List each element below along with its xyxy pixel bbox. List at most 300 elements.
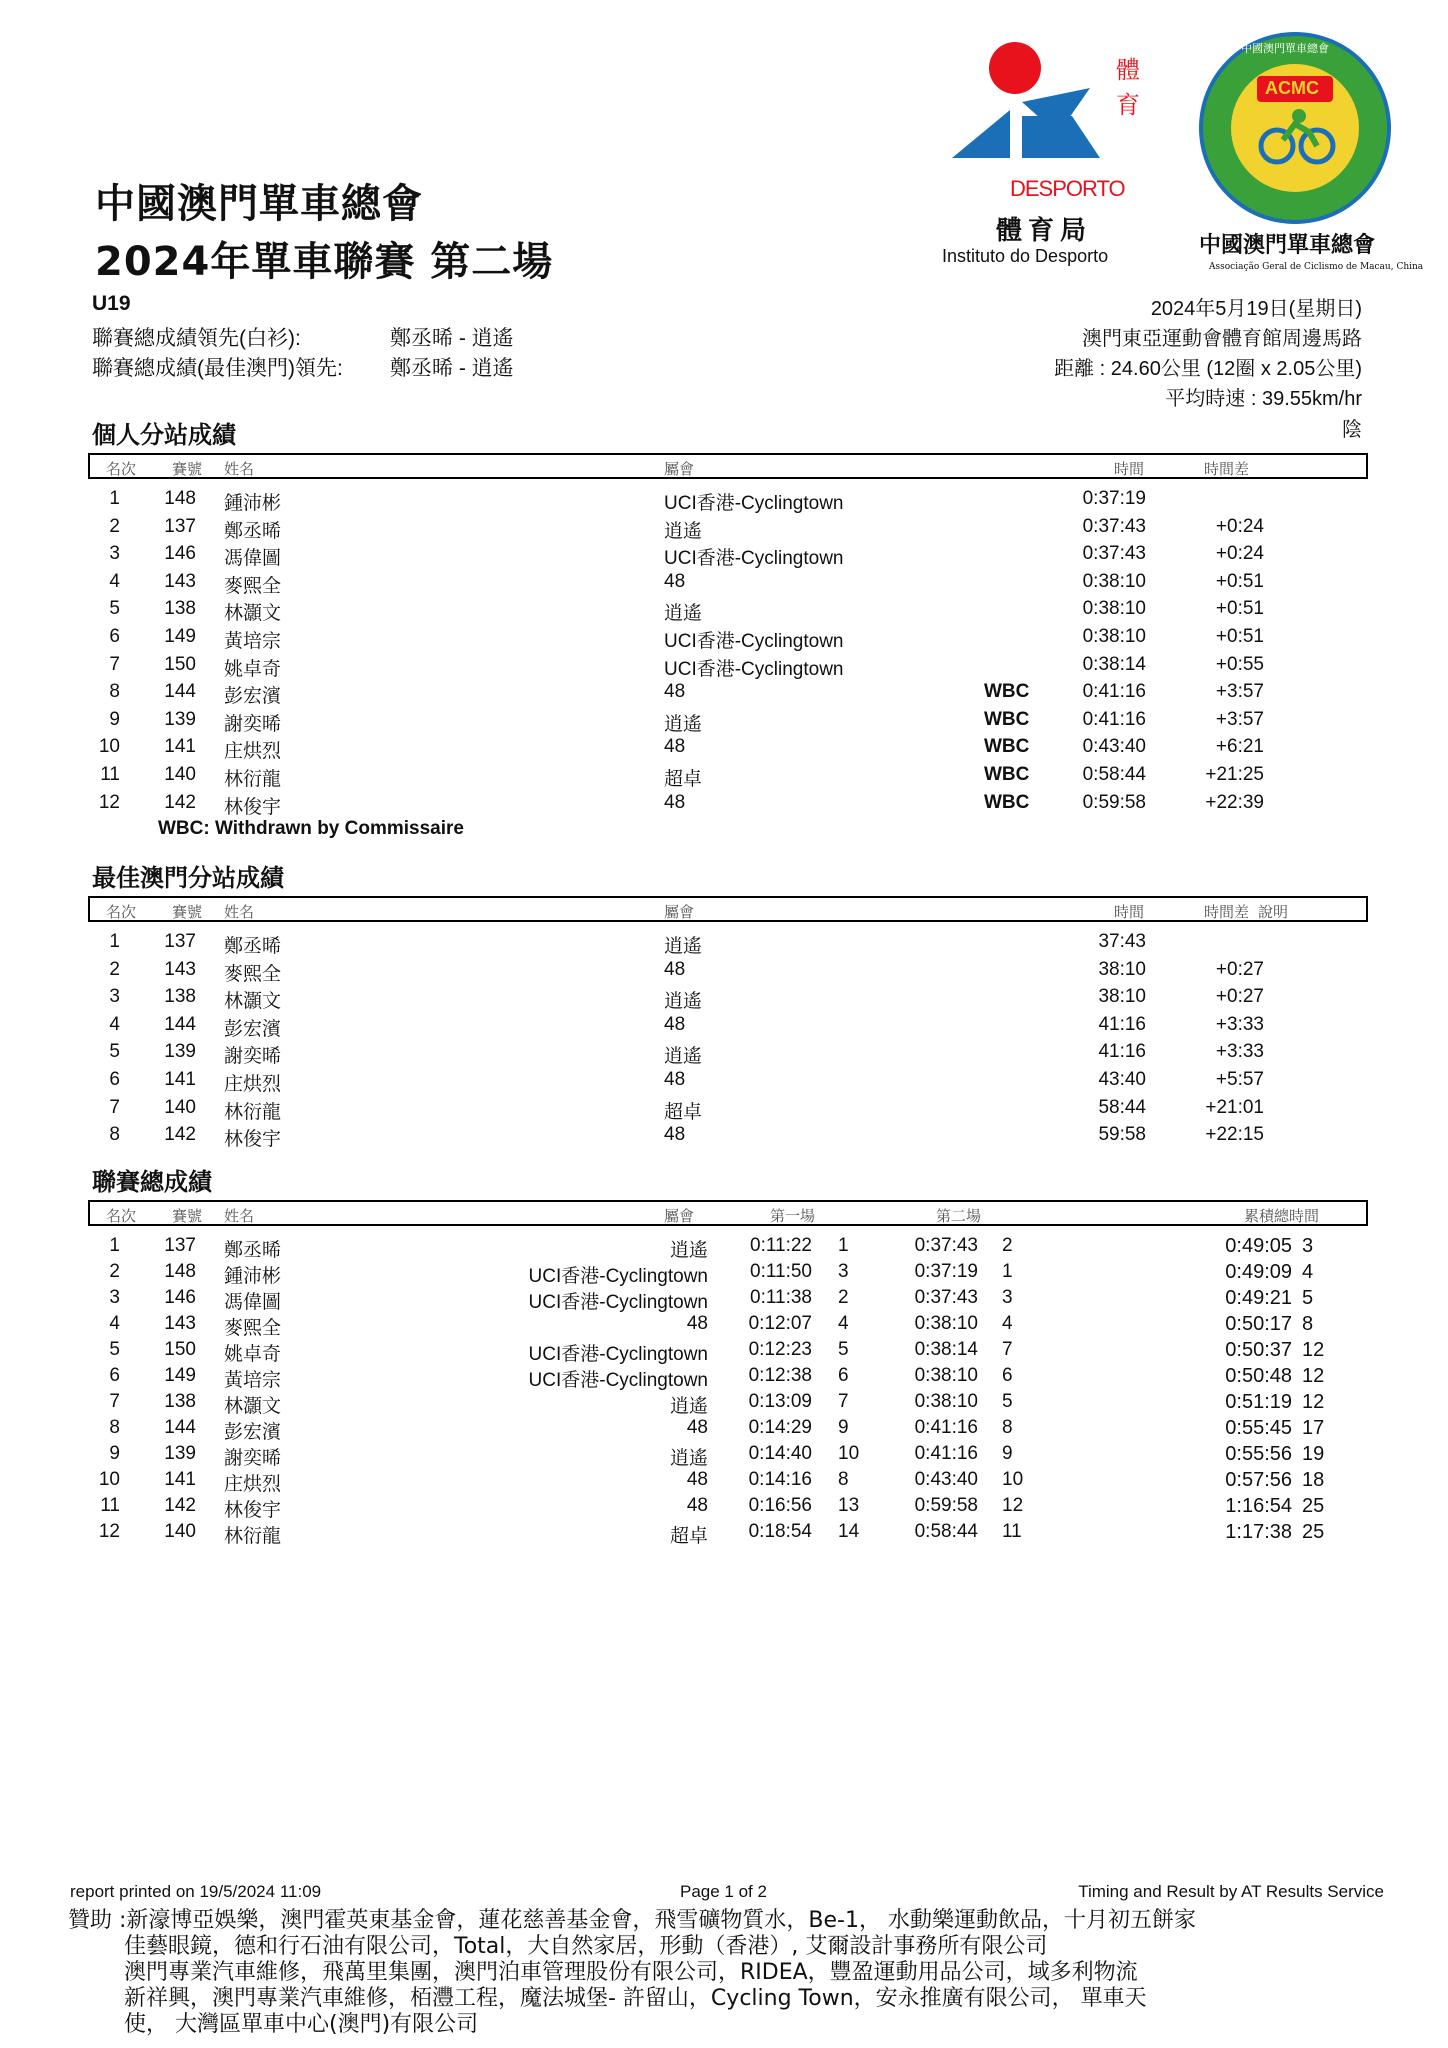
team-cell: UCI香港-Cyclingtown bbox=[664, 658, 844, 680]
race2-pos-cell: 3 bbox=[1002, 1287, 1013, 1308]
rank-cell: 7 bbox=[109, 653, 120, 675]
bib-cell: 149 bbox=[164, 1365, 196, 1386]
team-cell: UCI香港-Cyclingtown bbox=[664, 548, 844, 570]
team-cell: 逍遙 bbox=[669, 1396, 708, 1417]
race1-time-cell: 0:11:38 bbox=[750, 1287, 812, 1308]
total-time-cell: 1:17:38 bbox=[1225, 1521, 1292, 1543]
col-team: 屬會 bbox=[664, 1208, 695, 1225]
table-row bbox=[88, 734, 1368, 762]
rank-cell: 4 bbox=[109, 1013, 120, 1035]
printed-time: report printed on 19/5/2024 11:09 bbox=[70, 1882, 322, 1901]
time-cell: 41:16 bbox=[1098, 1041, 1146, 1063]
race1-time-cell: 0:12:23 bbox=[748, 1339, 812, 1360]
race2-time-cell: 0:43:40 bbox=[914, 1469, 978, 1490]
total-time-cell: 0:49:21 bbox=[1225, 1287, 1292, 1309]
rank-cell: 5 bbox=[109, 1339, 120, 1360]
col-time: 時間 bbox=[1114, 461, 1145, 478]
rank-cell: 5 bbox=[109, 1041, 120, 1063]
points-cell: 12 bbox=[1302, 1391, 1325, 1413]
total-time-cell: 0:55:45 bbox=[1225, 1417, 1292, 1439]
bib-cell: 138 bbox=[164, 598, 196, 620]
time-cell: 0:58:44 bbox=[1082, 763, 1146, 785]
name-cell: 庄烘烈 bbox=[224, 741, 282, 763]
col-remark: 說明 bbox=[1258, 904, 1289, 921]
col-rank: 名次 bbox=[106, 904, 137, 921]
team-cell: UCI香港-Cyclingtown bbox=[664, 630, 844, 652]
table-row bbox=[88, 1259, 1368, 1285]
points-cell: 12 bbox=[1302, 1339, 1325, 1361]
time-cell: 0:38:10 bbox=[1082, 625, 1146, 647]
team-cell: 48 bbox=[664, 681, 686, 703]
bib-cell: 138 bbox=[164, 1391, 196, 1412]
team-cell: 48 bbox=[664, 736, 686, 758]
gap-cell: +21:01 bbox=[1205, 1096, 1264, 1118]
acmc-ring-text: 中國澳門單車總會 bbox=[1241, 42, 1329, 55]
table-row bbox=[88, 541, 1368, 569]
name-cell: 林俊宇 bbox=[224, 1500, 282, 1521]
rank-cell: 10 bbox=[98, 736, 120, 758]
table-row bbox=[88, 957, 1368, 985]
gap-cell: +0:55 bbox=[1215, 653, 1264, 675]
rank-cell: 2 bbox=[109, 515, 120, 537]
rank-cell: 11 bbox=[100, 763, 120, 785]
name-cell: 麥熙全 bbox=[224, 963, 282, 985]
bib-cell: 142 bbox=[164, 1495, 196, 1516]
leader-macau-value: 鄭丞晞 - 逍遙 bbox=[390, 357, 514, 380]
rank-cell: 3 bbox=[109, 543, 120, 565]
team-cell: 逍遙 bbox=[664, 713, 703, 735]
name-cell: 林俊宇 bbox=[224, 1129, 282, 1151]
gap-cell: +0:51 bbox=[1215, 625, 1264, 647]
team-cell: 48 bbox=[664, 1013, 686, 1035]
total-time-cell: 0:50:37 bbox=[1225, 1339, 1292, 1361]
team-cell: 48 bbox=[664, 1124, 686, 1146]
name-cell: 姚卓奇 bbox=[224, 1344, 282, 1365]
total-time-cell: 0:50:17 bbox=[1225, 1313, 1292, 1335]
race2-pos-cell: 12 bbox=[1002, 1495, 1024, 1516]
category-label: U19 bbox=[92, 292, 131, 315]
team-cell: 逍遙 bbox=[664, 520, 703, 542]
race1-time-cell: 0:12:07 bbox=[748, 1313, 812, 1334]
race2-time-cell: 0:38:10 bbox=[914, 1365, 978, 1386]
section3-table bbox=[88, 1233, 1368, 1545]
table-row bbox=[88, 1039, 1368, 1067]
total-time-cell: 0:49:09 bbox=[1225, 1261, 1292, 1283]
team-cell: UCI香港-Cyclingtown bbox=[528, 1344, 708, 1365]
gap-cell: +0:27 bbox=[1215, 958, 1264, 980]
time-cell: 0:38:10 bbox=[1082, 570, 1146, 592]
table-row bbox=[88, 1095, 1368, 1123]
time-cell: 0:41:16 bbox=[1082, 681, 1146, 703]
team-cell: 逍遙 bbox=[669, 1448, 708, 1469]
rank-cell: 3 bbox=[109, 986, 120, 1008]
col-team: 屬會 bbox=[664, 904, 695, 921]
section1-header bbox=[88, 453, 1368, 479]
race2-pos-cell: 6 bbox=[1002, 1365, 1013, 1386]
acmc-pt: Associação Geral de Ciclismo de Macau, China bbox=[1209, 262, 1424, 272]
status-cell: WBC bbox=[984, 791, 1030, 813]
gap-cell: +3:57 bbox=[1215, 708, 1264, 730]
points-cell: 25 bbox=[1302, 1495, 1325, 1517]
bib-cell: 138 bbox=[164, 986, 196, 1008]
status-cell: WBC bbox=[984, 708, 1030, 730]
acmc-badge: ACMC bbox=[1265, 78, 1319, 98]
bib-cell: 144 bbox=[164, 681, 196, 703]
acmc-emblem-icon bbox=[1195, 28, 1395, 228]
timing-credit: Timing and Result by AT Results Service bbox=[1078, 1882, 1384, 1901]
race2-pos-cell: 1 bbox=[1002, 1261, 1013, 1282]
gap-cell: +3:33 bbox=[1215, 1041, 1264, 1063]
name-cell: 姚卓奇 bbox=[224, 658, 282, 680]
section2-title: 最佳澳門分站成績 bbox=[92, 864, 284, 892]
name-cell: 黃培宗 bbox=[224, 630, 282, 652]
race1-pos-cell: 14 bbox=[838, 1521, 860, 1542]
gap-cell: +3:57 bbox=[1215, 681, 1264, 703]
team-cell: 48 bbox=[664, 791, 686, 813]
bib-cell: 150 bbox=[164, 653, 196, 675]
bib-cell: 140 bbox=[164, 1521, 196, 1542]
race1-pos-cell: 2 bbox=[838, 1287, 849, 1308]
acmc-logo bbox=[1195, 28, 1424, 278]
bib-cell: 149 bbox=[164, 625, 196, 647]
race2-time-cell: 0:37:43 bbox=[914, 1287, 978, 1308]
time-cell: 38:10 bbox=[1098, 958, 1146, 980]
time-cell: 0:43:40 bbox=[1082, 736, 1146, 758]
rank-cell: 11 bbox=[100, 1495, 120, 1516]
rank-cell: 4 bbox=[109, 1313, 120, 1334]
name-cell: 麥熙全 bbox=[224, 1318, 282, 1339]
gap-cell: +0:24 bbox=[1215, 543, 1264, 565]
bib-cell: 144 bbox=[164, 1013, 196, 1035]
rank-cell: 5 bbox=[109, 598, 120, 620]
race2-pos-cell: 10 bbox=[1002, 1469, 1024, 1490]
team-cell: 48 bbox=[686, 1495, 708, 1516]
table-row bbox=[88, 569, 1368, 597]
name-cell: 鍾沛彬 bbox=[224, 1266, 282, 1287]
col-race1: 第一場 bbox=[770, 1208, 816, 1225]
bib-cell: 141 bbox=[164, 736, 196, 758]
col-gap: 時間差 bbox=[1204, 904, 1250, 921]
status-cell: WBC bbox=[984, 736, 1030, 758]
desporto-char1: 體 bbox=[1116, 56, 1140, 84]
rank-cell: 9 bbox=[109, 1443, 120, 1464]
time-cell: 43:40 bbox=[1098, 1068, 1146, 1090]
points-cell: 17 bbox=[1302, 1417, 1325, 1439]
desporto-char2: 育 bbox=[1116, 91, 1140, 119]
name-cell: 麥熙全 bbox=[224, 575, 282, 597]
race1-time-cell: 0:11:22 bbox=[750, 1235, 812, 1256]
bib-cell: 146 bbox=[164, 1287, 196, 1308]
rank-cell: 12 bbox=[98, 791, 120, 813]
rank-cell: 6 bbox=[109, 625, 120, 647]
bib-cell: 143 bbox=[164, 570, 196, 592]
table-row bbox=[88, 1122, 1368, 1150]
org-title: 中國澳門單車總會 bbox=[95, 181, 423, 227]
col-bib: 賽號 bbox=[172, 1208, 203, 1225]
race1-time-cell: 0:14:16 bbox=[748, 1469, 812, 1490]
bib-cell: 148 bbox=[164, 488, 196, 509]
name-cell: 謝奕晞 bbox=[224, 1448, 282, 1469]
table-row bbox=[88, 514, 1368, 542]
total-time-cell: 0:50:48 bbox=[1225, 1365, 1292, 1387]
table-row bbox=[88, 1467, 1368, 1493]
table-row bbox=[88, 984, 1368, 1012]
col-name: 姓名 bbox=[224, 1208, 255, 1225]
team-cell: 48 bbox=[686, 1469, 708, 1490]
table-row bbox=[88, 596, 1368, 624]
name-cell: 彭宏濱 bbox=[224, 1018, 282, 1040]
bib-cell: 137 bbox=[164, 515, 196, 537]
table-row bbox=[88, 1285, 1368, 1311]
section3-header bbox=[88, 1200, 1368, 1226]
col-race2: 第二場 bbox=[936, 1208, 982, 1225]
bib-cell: 139 bbox=[164, 1041, 196, 1063]
race2-pos-cell: 2 bbox=[1002, 1235, 1013, 1256]
gap-cell: +0:27 bbox=[1215, 986, 1264, 1008]
col-time: 時間 bbox=[1114, 904, 1145, 921]
bib-cell: 144 bbox=[164, 1417, 196, 1438]
team-cell: 逍遙 bbox=[664, 991, 703, 1013]
rank-cell: 6 bbox=[109, 1068, 120, 1090]
table-row bbox=[88, 1519, 1368, 1545]
desporto-logo bbox=[940, 30, 1160, 270]
col-name: 姓名 bbox=[224, 461, 255, 478]
rank-cell: 9 bbox=[109, 708, 120, 730]
time-cell: 0:37:19 bbox=[1082, 488, 1146, 509]
rank-cell: 12 bbox=[98, 1521, 120, 1542]
team-cell: UCI香港-Cyclingtown bbox=[528, 1266, 708, 1287]
table-row bbox=[88, 707, 1368, 735]
name-cell: 鄭丞晞 bbox=[224, 520, 282, 542]
gap-cell: +0:51 bbox=[1215, 598, 1264, 620]
acmc-cn: 中國澳門單車總會 bbox=[1199, 232, 1376, 258]
bib-cell: 146 bbox=[164, 543, 196, 565]
team-cell: 48 bbox=[686, 1313, 708, 1334]
col-bib: 賽號 bbox=[172, 461, 203, 478]
name-cell: 林灝文 bbox=[224, 603, 282, 625]
time-cell: 0:38:14 bbox=[1082, 653, 1146, 675]
table-row bbox=[88, 1389, 1368, 1415]
time-cell: 0:59:58 bbox=[1082, 791, 1146, 813]
time-cell: 58:44 bbox=[1098, 1096, 1146, 1118]
race1-pos-cell: 3 bbox=[838, 1261, 849, 1282]
gap-cell: +3:33 bbox=[1215, 1013, 1264, 1035]
gap-cell: +6:21 bbox=[1215, 736, 1264, 758]
time-cell: 0:38:10 bbox=[1082, 598, 1146, 620]
total-time-cell: 0:51:19 bbox=[1225, 1391, 1292, 1413]
name-cell: 林衍龍 bbox=[224, 1101, 282, 1123]
table-row bbox=[88, 1337, 1368, 1363]
total-time-cell: 0:55:56 bbox=[1225, 1443, 1292, 1465]
col-bib: 賽號 bbox=[172, 904, 203, 921]
gap-cell: +22:15 bbox=[1205, 1124, 1264, 1146]
bib-cell: 143 bbox=[164, 1313, 196, 1334]
table-row bbox=[88, 486, 1368, 514]
desporto-cn: 體育局 bbox=[996, 216, 1093, 246]
race2-time-cell: 0:37:43 bbox=[914, 1235, 978, 1256]
race2-time-cell: 0:59:58 bbox=[914, 1495, 978, 1516]
event-avg-speed: 平均時速 : 39.55km/hr bbox=[1165, 388, 1362, 410]
table-row bbox=[88, 929, 1368, 957]
name-cell: 彭宏濱 bbox=[224, 1422, 282, 1443]
team-cell: 超卓 bbox=[664, 768, 703, 790]
race1-pos-cell: 8 bbox=[838, 1469, 849, 1490]
sponsor-line-1: 贊助 :新濠博亞娛樂，澳門霍英東基金會，蓮花慈善基金會，飛雪礦物質水，Be-1， 水動樂運動飲品，十月初五餅家 bbox=[68, 1908, 1196, 1933]
team-cell: 逍遙 bbox=[669, 1240, 708, 1261]
name-cell: 彭宏濱 bbox=[224, 686, 282, 708]
rank-cell: 6 bbox=[109, 1365, 120, 1386]
rank-cell: 2 bbox=[109, 958, 120, 980]
name-cell: 林俊宇 bbox=[224, 796, 282, 818]
col-name: 姓名 bbox=[224, 904, 255, 921]
name-cell: 馮偉圖 bbox=[224, 548, 282, 570]
section1-table bbox=[88, 486, 1368, 817]
team-cell: 48 bbox=[664, 958, 686, 980]
bib-cell: 140 bbox=[164, 763, 196, 785]
race2-pos-cell: 9 bbox=[1002, 1443, 1013, 1464]
team-cell: 48 bbox=[664, 1068, 686, 1090]
time-cell: 0:37:43 bbox=[1082, 515, 1146, 537]
bib-cell: 150 bbox=[164, 1339, 196, 1360]
team-cell: 逍遙 bbox=[664, 1046, 703, 1068]
name-cell: 庄烘烈 bbox=[224, 1073, 282, 1095]
rank-cell: 1 bbox=[109, 931, 120, 952]
name-cell: 謝奕晞 bbox=[224, 1046, 282, 1068]
desporto-brand: DESPORTO bbox=[1010, 176, 1125, 201]
col-rank: 名次 bbox=[106, 461, 137, 478]
points-cell: 12 bbox=[1302, 1365, 1325, 1387]
status-cell: WBC bbox=[984, 681, 1030, 703]
bib-cell: 141 bbox=[164, 1068, 196, 1090]
name-cell: 林灝文 bbox=[224, 991, 282, 1013]
race2-pos-cell: 11 bbox=[1002, 1521, 1022, 1542]
rank-cell: 10 bbox=[98, 1469, 120, 1490]
table-row bbox=[88, 790, 1368, 818]
name-cell: 馮偉圖 bbox=[224, 1292, 282, 1313]
table-row bbox=[88, 1415, 1368, 1441]
bib-cell: 143 bbox=[164, 958, 196, 980]
sponsor-line-5: 使， 大灣區單車中心(澳門)有限公司 bbox=[124, 2012, 479, 2037]
table-row bbox=[88, 762, 1368, 790]
name-cell: 林灝文 bbox=[224, 1396, 282, 1417]
table-row bbox=[88, 1012, 1368, 1040]
rank-cell: 1 bbox=[109, 1235, 120, 1256]
leader-white-value: 鄭丞晞 - 逍遙 bbox=[390, 327, 514, 350]
points-cell: 8 bbox=[1302, 1313, 1314, 1335]
team-cell: UCI香港-Cyclingtown bbox=[528, 1292, 708, 1313]
race1-time-cell: 0:12:38 bbox=[748, 1365, 812, 1386]
bib-cell: 141 bbox=[164, 1469, 196, 1490]
name-cell: 林衍龍 bbox=[224, 768, 282, 790]
rank-cell: 4 bbox=[109, 570, 120, 592]
event-venue: 澳門東亞運動會體育館周邊馬路 bbox=[1082, 328, 1362, 350]
team-cell: UCI香港-Cyclingtown bbox=[664, 493, 844, 514]
gap-cell: +0:24 bbox=[1215, 515, 1264, 537]
desporto-en: Instituto do Desporto bbox=[942, 246, 1109, 266]
race1-pos-cell: 10 bbox=[838, 1443, 860, 1464]
race2-time-cell: 0:38:10 bbox=[914, 1313, 978, 1334]
points-cell: 3 bbox=[1302, 1235, 1314, 1257]
rank-cell: 2 bbox=[109, 1261, 120, 1282]
rank-cell: 8 bbox=[109, 1417, 120, 1438]
race1-time-cell: 0:14:29 bbox=[748, 1417, 812, 1438]
bib-cell: 137 bbox=[164, 931, 196, 952]
sponsor-line-2: 佳藝眼鏡，德和行石油有限公司，Total，大自然家居，形動（香港）, 艾爾設計事務所有限公司 bbox=[124, 1934, 1048, 1959]
table-row bbox=[88, 679, 1368, 707]
total-time-cell: 1:16:54 bbox=[1225, 1495, 1292, 1517]
page-number: Page 1 of 2 bbox=[680, 1882, 767, 1901]
bib-cell: 142 bbox=[164, 791, 196, 813]
rank-cell: 3 bbox=[109, 1287, 120, 1308]
section2-header bbox=[88, 896, 1368, 922]
status-cell: WBC bbox=[984, 763, 1030, 785]
race2-time-cell: 0:37:19 bbox=[914, 1261, 978, 1282]
points-cell: 18 bbox=[1302, 1469, 1325, 1491]
team-cell: 逍遙 bbox=[664, 936, 703, 957]
race2-time-cell: 0:41:16 bbox=[914, 1417, 978, 1438]
team-cell: 逍遙 bbox=[664, 603, 703, 625]
section1-title: 個人分站成績 bbox=[92, 421, 236, 449]
gap-cell: +0:51 bbox=[1215, 570, 1264, 592]
table-row bbox=[88, 1493, 1368, 1519]
sponsor-line-3: 澳門專業汽車維修，飛萬里集團，澳門泊車管理股份有限公司，RIDEA，豐盈運動用品公司，域多利物流 bbox=[124, 1960, 1138, 1985]
time-cell: 37:43 bbox=[1098, 931, 1146, 952]
event-distance: 距離 : 24.60公里 (12圈 x 2.05公里) bbox=[1054, 358, 1362, 380]
time-cell: 0:41:16 bbox=[1082, 708, 1146, 730]
total-time-cell: 0:49:05 bbox=[1225, 1235, 1292, 1257]
points-cell: 25 bbox=[1302, 1521, 1325, 1543]
bib-cell: 142 bbox=[164, 1124, 196, 1146]
team-cell: 超卓 bbox=[664, 1101, 703, 1123]
table-row bbox=[88, 1363, 1368, 1389]
event-weather: 陰 bbox=[1342, 419, 1362, 441]
race1-time-cell: 0:14:40 bbox=[748, 1443, 812, 1464]
race1-time-cell: 0:18:54 bbox=[748, 1521, 812, 1542]
gap-cell: +21:25 bbox=[1205, 763, 1264, 785]
col-team: 屬會 bbox=[664, 461, 695, 478]
time-cell: 38:10 bbox=[1098, 986, 1146, 1008]
rank-cell: 1 bbox=[109, 488, 120, 509]
table-row bbox=[88, 1233, 1368, 1259]
event-title: 2024年單車聯賽 第二場 bbox=[95, 239, 554, 285]
race2-pos-cell: 4 bbox=[1002, 1313, 1013, 1334]
table-row bbox=[88, 1067, 1368, 1095]
race2-time-cell: 0:58:44 bbox=[914, 1521, 978, 1542]
rank-cell: 7 bbox=[109, 1391, 120, 1412]
gap-cell: +22:39 bbox=[1205, 791, 1264, 813]
race1-pos-cell: 7 bbox=[838, 1391, 849, 1412]
race2-time-cell: 0:38:14 bbox=[914, 1339, 978, 1360]
name-cell: 謝奕晞 bbox=[224, 713, 282, 735]
leader-macau-label: 聯賽總成績(最佳澳門)領先: bbox=[92, 357, 343, 380]
race1-time-cell: 0:16:56 bbox=[748, 1495, 812, 1516]
race2-time-cell: 0:41:16 bbox=[914, 1443, 978, 1464]
race1-time-cell: 0:13:09 bbox=[748, 1391, 812, 1412]
name-cell: 黃培宗 bbox=[224, 1370, 282, 1391]
col-rank: 名次 bbox=[106, 1208, 137, 1225]
points-cell: 4 bbox=[1302, 1261, 1314, 1283]
race1-pos-cell: 13 bbox=[838, 1495, 860, 1516]
race1-time-cell: 0:11:50 bbox=[750, 1261, 812, 1282]
section2-table bbox=[88, 929, 1368, 1150]
table-row bbox=[88, 652, 1368, 680]
bib-cell: 139 bbox=[164, 1443, 196, 1464]
wbc-note: WBC: Withdrawn by Commissaire bbox=[158, 818, 464, 839]
race2-pos-cell: 7 bbox=[1002, 1339, 1013, 1360]
name-cell: 鄭丞晞 bbox=[224, 1240, 282, 1261]
table-row bbox=[88, 1441, 1368, 1467]
time-cell: 0:37:43 bbox=[1082, 543, 1146, 565]
